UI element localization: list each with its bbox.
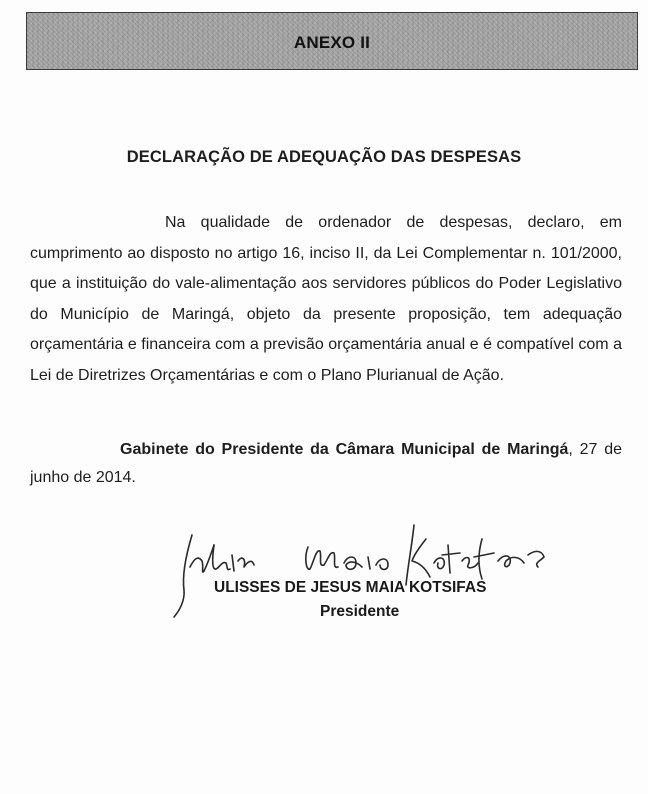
- annex-header-bar: [26, 12, 638, 70]
- closing-date: , 27 de junho de 2014.: [30, 441, 622, 486]
- closing-paragraph: [30, 436, 622, 492]
- document-heading: DECLARAÇÃO DE ADEQUAÇÃO DAS DESPESAS: [126, 148, 522, 166]
- closing-location: Gabinete do Presidente da Câmara Municipal de Maringá: [120, 441, 569, 458]
- declaration-paragraph: Na qualidade de ordenador de despesas, declaro, em cumprimento ao disposto no artigo 16, inciso II, da Lei Complementar n. 101/2000, que a instituição do vale-alimentação aos servidores públicos do Poder Legislativo do Município de Maringá, objeto da presente proposição, tem adequação orçamentária e financeira com a previsão orçamentária anual e é compatível com a Lei de Diretrizes Orçamentárias e com o Plano Plurianual de Ação.: [30, 214, 622, 384]
- annex-title: ANEXO II: [293, 33, 371, 52]
- signer-name: ULISSES DE JESUS MAIA KOTSIFAS: [214, 579, 487, 596]
- signer-role: Presidente: [320, 603, 400, 620]
